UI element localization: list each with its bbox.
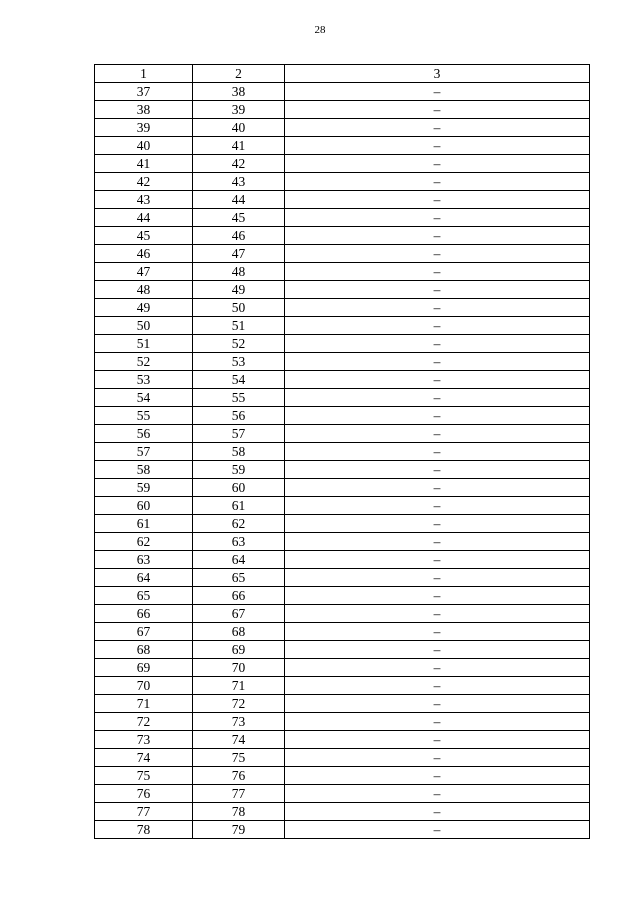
table-cell-col-2: 48 [193, 263, 285, 281]
table-cell-col-3: – [285, 209, 590, 227]
table-row [95, 731, 590, 749]
table-cell-col-1: 76 [95, 785, 193, 803]
table-cell-col-1: 42 [95, 173, 193, 191]
table-row [95, 695, 590, 713]
table-cell-col-3: – [285, 749, 590, 767]
table-cell-col-2: 50 [193, 299, 285, 317]
table-cell-col-1: 65 [95, 587, 193, 605]
table-cell-col-2: 51 [193, 317, 285, 335]
table-cell-col-1: 66 [95, 605, 193, 623]
table-row [95, 245, 590, 263]
table-row [95, 461, 590, 479]
table-row [95, 677, 590, 695]
table-cell-col-2: 42 [193, 155, 285, 173]
table-cell-col-2: 79 [193, 821, 285, 839]
table-cell-col-3: – [285, 191, 590, 209]
table-row [95, 101, 590, 119]
table-cell-col-2: 75 [193, 749, 285, 767]
table-cell-col-3: – [285, 569, 590, 587]
table-cell-col-2: 53 [193, 353, 285, 371]
table-cell-col-3: – [285, 731, 590, 749]
table-cell-col-3: – [285, 173, 590, 191]
table-cell-col-3: – [285, 605, 590, 623]
table-row [95, 659, 590, 677]
table-cell-col-3: – [285, 227, 590, 245]
table-cell-col-2: 62 [193, 515, 285, 533]
table-cell-col-2: 72 [193, 695, 285, 713]
table-cell-col-2: 64 [193, 551, 285, 569]
table-cell-col-2: 39 [193, 101, 285, 119]
table-cell-col-3: – [285, 317, 590, 335]
table-cell-col-3: – [285, 83, 590, 101]
table-row [95, 551, 590, 569]
table-cell-col-1: 47 [95, 263, 193, 281]
table-row [95, 191, 590, 209]
table-cell-col-3: – [285, 497, 590, 515]
table-row [95, 641, 590, 659]
table-cell-col-2: 70 [193, 659, 285, 677]
table-row [95, 227, 590, 245]
table-cell-col-3: – [285, 407, 590, 425]
table-cell-col-1: 57 [95, 443, 193, 461]
table-cell-col-2: 40 [193, 119, 285, 137]
table-cell-col-2: 41 [193, 137, 285, 155]
table-cell-col-3: – [285, 677, 590, 695]
table-cell-col-2: 52 [193, 335, 285, 353]
table-cell-col-2: 59 [193, 461, 285, 479]
table-cell-col-2: 47 [193, 245, 285, 263]
table-cell-col-3: – [285, 245, 590, 263]
table-cell-col-2: 68 [193, 623, 285, 641]
table-row [95, 803, 590, 821]
table-cell-col-1: 72 [95, 713, 193, 731]
table-cell-col-1: 55 [95, 407, 193, 425]
table-cell-col-1: 58 [95, 461, 193, 479]
table-body [95, 83, 590, 839]
column-header-1: 1 [95, 65, 193, 83]
table-row [95, 587, 590, 605]
page-number: 28 [314, 24, 326, 36]
table-cell-col-3: – [285, 785, 590, 803]
table-row [95, 389, 590, 407]
table-cell-col-2: 66 [193, 587, 285, 605]
table-cell-col-2: 58 [193, 443, 285, 461]
table-row [95, 173, 590, 191]
table-row [95, 425, 590, 443]
table-cell-col-2: 76 [193, 767, 285, 785]
data-table [94, 64, 590, 839]
table-cell-col-2: 74 [193, 731, 285, 749]
table-cell-col-1: 53 [95, 371, 193, 389]
table-cell-col-2: 69 [193, 641, 285, 659]
table-cell-col-1: 62 [95, 533, 193, 551]
table-cell-col-1: 77 [95, 803, 193, 821]
table-cell-col-3: – [285, 137, 590, 155]
table-cell-col-3: – [285, 389, 590, 407]
table-cell-col-1: 67 [95, 623, 193, 641]
table-row [95, 371, 590, 389]
table-cell-col-3: – [285, 767, 590, 785]
table-row [95, 623, 590, 641]
table-cell-col-1: 69 [95, 659, 193, 677]
table-cell-col-3: – [285, 281, 590, 299]
table-cell-col-1: 49 [95, 299, 193, 317]
table-cell-col-1: 41 [95, 155, 193, 173]
table-cell-col-1: 46 [95, 245, 193, 263]
table-cell-col-3: – [285, 479, 590, 497]
table-cell-col-3: – [285, 821, 590, 839]
table-cell-col-1: 52 [95, 353, 193, 371]
table-row [95, 479, 590, 497]
table-row [95, 821, 590, 839]
table-cell-col-3: – [285, 713, 590, 731]
table-cell-col-2: 43 [193, 173, 285, 191]
table-cell-col-1: 78 [95, 821, 193, 839]
table-row [95, 605, 590, 623]
table-cell-col-2: 65 [193, 569, 285, 587]
table-row [95, 569, 590, 587]
table-cell-col-3: – [285, 119, 590, 137]
table-cell-col-1: 39 [95, 119, 193, 137]
table-cell-col-3: – [285, 641, 590, 659]
table-cell-col-1: 56 [95, 425, 193, 443]
table-row [95, 407, 590, 425]
table-row [95, 767, 590, 785]
table-row [95, 497, 590, 515]
table-cell-col-1: 43 [95, 191, 193, 209]
table-cell-col-1: 40 [95, 137, 193, 155]
table-row [95, 263, 590, 281]
table-row [95, 137, 590, 155]
table-cell-col-1: 60 [95, 497, 193, 515]
table-cell-col-2: 56 [193, 407, 285, 425]
table-cell-col-3: – [285, 155, 590, 173]
table-cell-col-1: 44 [95, 209, 193, 227]
table-row [95, 317, 590, 335]
table-cell-col-1: 59 [95, 479, 193, 497]
column-header-2: 2 [193, 65, 285, 83]
table-cell-col-3: – [285, 695, 590, 713]
table-cell-col-3: – [285, 443, 590, 461]
table-cell-col-2: 77 [193, 785, 285, 803]
table-cell-col-3: – [285, 101, 590, 119]
table-row [95, 533, 590, 551]
table-cell-col-3: – [285, 659, 590, 677]
table-cell-col-2: 73 [193, 713, 285, 731]
table-row [95, 119, 590, 137]
table-cell-col-1: 71 [95, 695, 193, 713]
table-row [95, 299, 590, 317]
table-cell-col-2: 45 [193, 209, 285, 227]
table-cell-col-1: 54 [95, 389, 193, 407]
table-cell-col-3: – [285, 587, 590, 605]
table-cell-col-2: 44 [193, 191, 285, 209]
table-cell-col-1: 51 [95, 335, 193, 353]
table-cell-col-1: 37 [95, 83, 193, 101]
table-row [95, 515, 590, 533]
table-cell-col-2: 63 [193, 533, 285, 551]
table-cell-col-3: – [285, 461, 590, 479]
table-row [95, 785, 590, 803]
table-row [95, 353, 590, 371]
table-cell-col-1: 61 [95, 515, 193, 533]
table-cell-col-2: 61 [193, 497, 285, 515]
table-row [95, 443, 590, 461]
table-cell-col-3: – [285, 533, 590, 551]
table-cell-col-3: – [285, 299, 590, 317]
table-cell-col-1: 38 [95, 101, 193, 119]
table-cell-col-3: – [285, 803, 590, 821]
table-cell-col-2: 54 [193, 371, 285, 389]
table-cell-col-2: 78 [193, 803, 285, 821]
table-row [95, 209, 590, 227]
table-cell-col-2: 49 [193, 281, 285, 299]
table-cell-col-2: 60 [193, 479, 285, 497]
table-cell-col-1: 74 [95, 749, 193, 767]
table-cell-col-1: 70 [95, 677, 193, 695]
table-cell-col-2: 57 [193, 425, 285, 443]
table-row [95, 749, 590, 767]
table-header-row [95, 65, 590, 83]
table-row [95, 713, 590, 731]
table-cell-col-3: – [285, 515, 590, 533]
table-cell-col-1: 50 [95, 317, 193, 335]
table-cell-col-1: 63 [95, 551, 193, 569]
table-cell-col-3: – [285, 623, 590, 641]
table-cell-col-1: 75 [95, 767, 193, 785]
table-cell-col-3: – [285, 353, 590, 371]
table-row [95, 281, 590, 299]
table-cell-col-2: 38 [193, 83, 285, 101]
table-row [95, 83, 590, 101]
table-cell-col-1: 73 [95, 731, 193, 749]
table-cell-col-3: – [285, 371, 590, 389]
table-cell-col-3: – [285, 425, 590, 443]
table-cell-col-1: 64 [95, 569, 193, 587]
table-cell-col-3: – [285, 335, 590, 353]
column-header-3: 3 [285, 65, 590, 83]
table-cell-col-1: 48 [95, 281, 193, 299]
table-cell-col-2: 55 [193, 389, 285, 407]
table-row [95, 155, 590, 173]
table-cell-col-1: 45 [95, 227, 193, 245]
table-row [95, 335, 590, 353]
table-cell-col-3: – [285, 551, 590, 569]
table-cell-col-1: 68 [95, 641, 193, 659]
table-cell-col-2: 67 [193, 605, 285, 623]
table-cell-col-3: – [285, 263, 590, 281]
table-cell-col-2: 46 [193, 227, 285, 245]
table-cell-col-2: 71 [193, 677, 285, 695]
